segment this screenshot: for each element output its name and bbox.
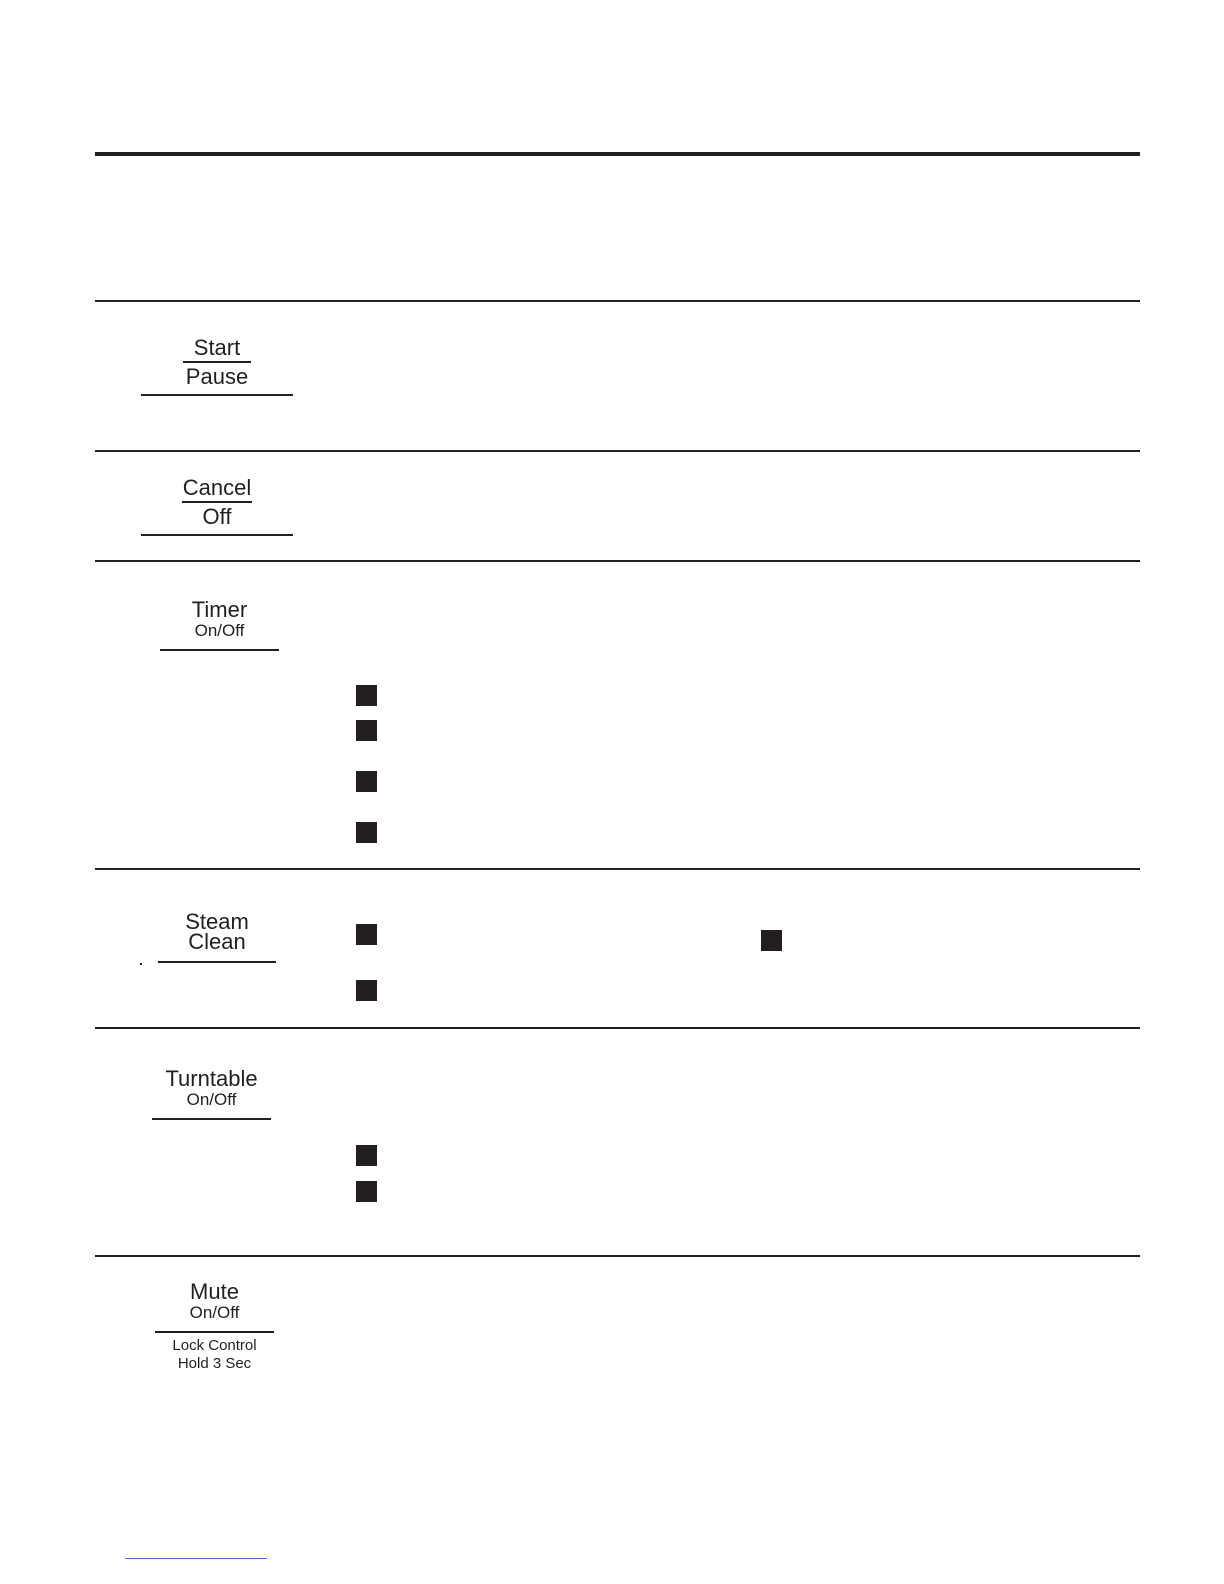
- row-divider: [95, 560, 1140, 562]
- key-underline: [155, 1331, 274, 1333]
- cancel-off-key: [141, 477, 293, 536]
- bullet-square-icon: [356, 771, 377, 792]
- mute-sub-label: On/Off: [189, 1303, 240, 1322]
- turntable-label: Turntable: [165, 1066, 258, 1091]
- timer-label: Timer: [191, 597, 248, 622]
- mute-key: [155, 1281, 274, 1373]
- link-underline[interactable]: [125, 1558, 267, 1559]
- steam-clean-key: [158, 909, 276, 963]
- pause-label: Pause: [185, 364, 249, 389]
- timer-sub-label: On/Off: [194, 621, 245, 640]
- turntable-key: [152, 1068, 271, 1120]
- key-underline: [141, 394, 293, 396]
- key-divider: [182, 501, 252, 503]
- key-underline: [141, 534, 293, 536]
- bullet-square-icon: [356, 720, 377, 741]
- row-divider: [95, 300, 1140, 302]
- row-divider: [95, 868, 1140, 870]
- cancel-label: Cancel: [182, 475, 252, 500]
- bullet-square-icon: [356, 822, 377, 843]
- stray-mark: [140, 963, 142, 965]
- clean-label: Clean: [188, 929, 246, 954]
- start-label: Start: [193, 335, 241, 360]
- header-rule: [95, 152, 1140, 156]
- key-divider: [183, 361, 251, 363]
- bullet-square-icon: [356, 685, 377, 706]
- bullet-square-icon: [356, 980, 377, 1001]
- steam-label: Steam: [185, 909, 249, 934]
- timer-key: [160, 599, 279, 651]
- row-divider: [95, 1027, 1140, 1029]
- turntable-sub-label: On/Off: [186, 1090, 237, 1109]
- off-label: Off: [202, 504, 232, 529]
- row-divider: [95, 1255, 1140, 1257]
- bullet-square-icon: [356, 924, 377, 945]
- mute-label: Mute: [190, 1279, 239, 1304]
- lock-control-label: Lock Control: [172, 1337, 257, 1354]
- hold-label: Hold 3 Sec: [177, 1355, 252, 1372]
- key-underline: [160, 649, 279, 651]
- start-pause-key: [141, 337, 293, 396]
- row-divider: [95, 450, 1140, 452]
- bullet-square-icon: [356, 1145, 377, 1166]
- key-underline: [152, 1118, 271, 1120]
- key-underline: [158, 961, 276, 963]
- bullet-square-icon: [761, 930, 782, 951]
- bullet-square-icon: [356, 1181, 377, 1202]
